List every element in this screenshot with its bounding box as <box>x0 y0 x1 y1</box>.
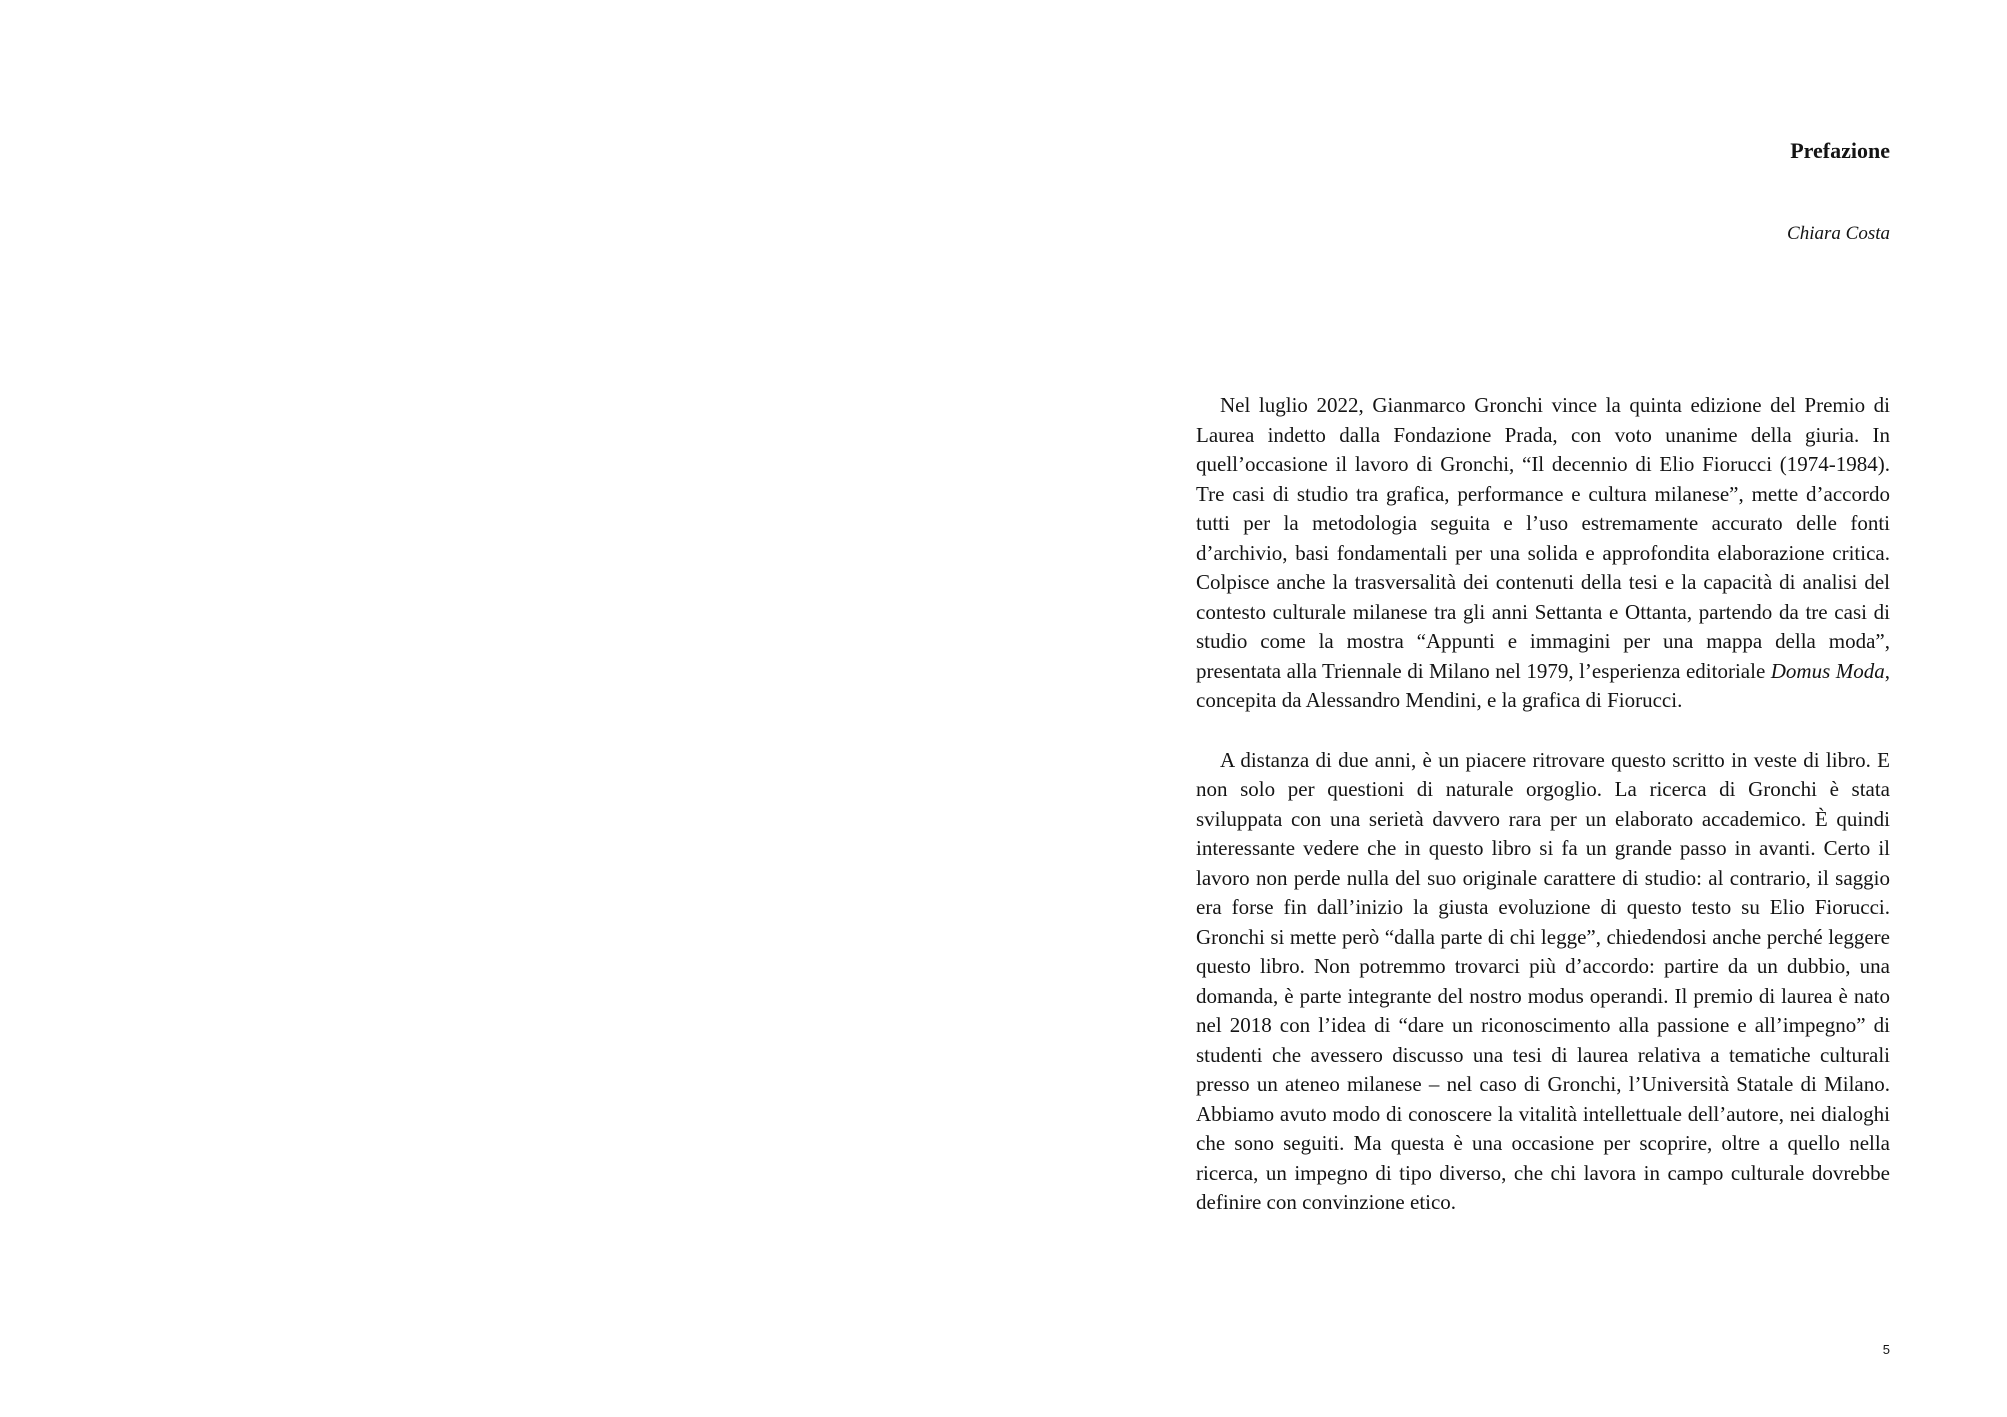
page-number: 5 <box>1882 1342 1890 1357</box>
paragraph-1-text-end: , concepita da Alessandro Mendini, e la grafica di Fiorucci. <box>1196 658 1890 712</box>
left-page-blank <box>0 0 1003 1417</box>
right-page <box>1003 0 2007 1417</box>
chapter-title: Prefazione <box>1790 138 1890 163</box>
paragraph-2: A distanza di due anni, è un piacere ritrovare questo scritto in veste di libro. E non solo per questioni di naturale orgoglio. La ricerca di Gronchi è stata sviluppata con una serietà davvero rara per un elaborato accademico. È quindi interessante vedere che in questo libro si fa un grande passo in avanti. Certo il lavoro non perde nulla del suo originale carattere di studio: al contrario, il saggio era forse fin dall’inizio la giusta evoluzione di questo testo su Elio Fiorucci. Gronchi si mette però “dalla parte di chi legge”, chiedendosi anche perché leggere questo libro. Non potremmo trovarci più d’accordo: partire da un dubbio, una domanda, è parte integrante del nostro modus operandi. Il premio di laurea è nato nel 2018 con l’idea di “dare un riconoscimento alla passione e all’impegno” di studenti che avessero discusso una tesi di laurea relativa a tematiche culturali presso un ateneo milanese – nel caso di Gronchi, l’Università Statale di Milano. Abbiamo avuto modo di conoscere la vitalità intellettuale dell’autore, nei dialoghi che sono seguiti. Ma questa è una occasione per scoprire, oltre a quello nella ricerca, un impegno di tipo diverso, che chi lavora in campo culturale dovrebbe definire con convinzione etico. <box>1196 747 1890 1214</box>
paragraph-1 <box>1196 391 1890 716</box>
publication-title: Domus Moda <box>1770 658 1885 683</box>
chapter-author: Chiara Costa <box>1787 223 1890 244</box>
paragraph-1-text: Nel luglio 2022, Gianmarco Gronchi vince la quinta edizione del Premio di Laurea indetto dalla Fondazione Prada, con voto unanime della giuria. In quell’occasione il lavoro di Gronchi, “Il decennio di Elio Fiorucci (1974-1984). Tre casi di studio tra grafica, performance e cultura milanese”, mette d’accordo tutti per la metodologia seguita e l’uso estremamente accurato delle fonti d’archivio, basi fondamentali per una solida e approfondita elaborazione critica. Colpisce anche la trasversalità dei contenuti della tesi e la capacità di analisi del contesto culturale milanese tra gli anni Settanta e Ottanta, partendo da tre casi di studio come la mostra “Appunti e immagini per una mappa della moda”, presentata alla Triennale di Milano nel 1979, l’esperienza editoriale <box>1196 393 1890 683</box>
body-text <box>1196 391 1890 1218</box>
